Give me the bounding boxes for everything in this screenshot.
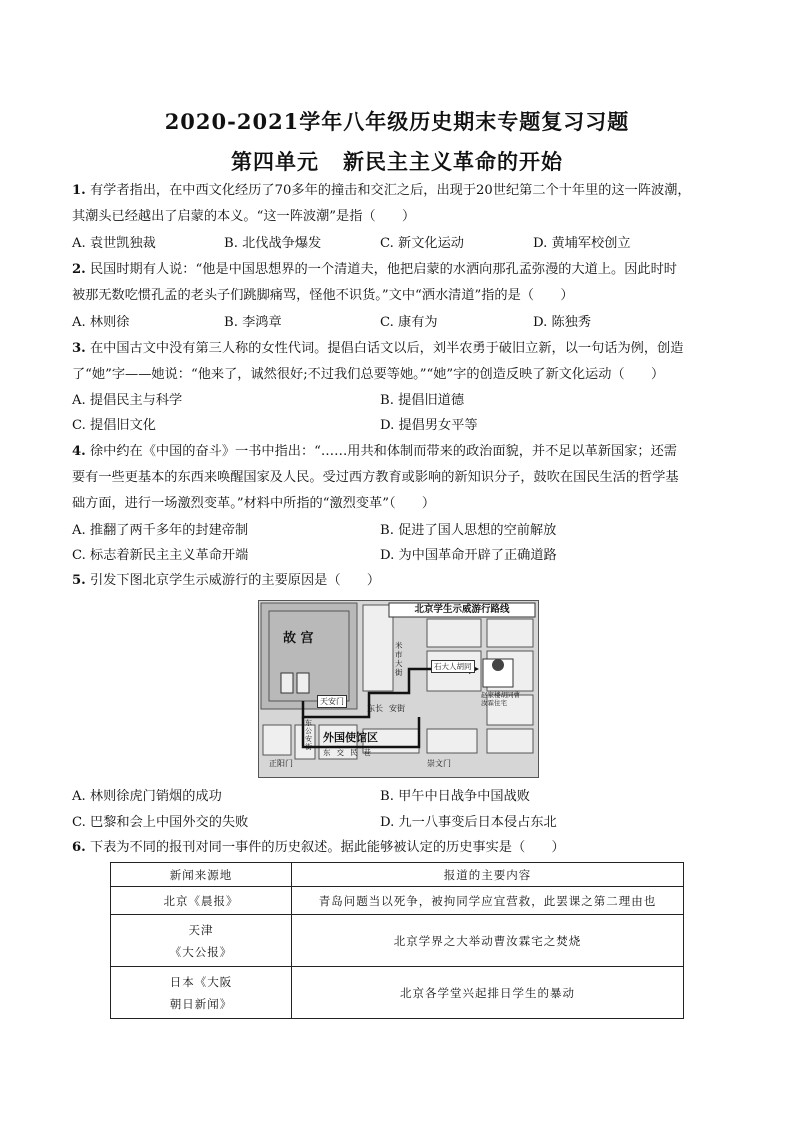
unit-name: 第四单元 xyxy=(231,149,319,174)
content-cell: 北京学界之大举动曹汝霖宅之焚烧 xyxy=(292,915,684,967)
table-header-row xyxy=(111,863,684,887)
option-c[interactable]: C. 提倡旧文化 xyxy=(72,418,156,433)
unit-topic: 新民主主义革命的开始 xyxy=(343,149,563,174)
question-1 xyxy=(72,178,724,230)
source-cell xyxy=(111,967,292,1019)
question-5-options-row2 xyxy=(72,810,724,836)
beijing-march-map xyxy=(258,600,539,778)
question-2 xyxy=(72,257,724,309)
option-c[interactable]: C. 康有为 xyxy=(380,315,438,330)
question-text: 要有一些更基本的东西来唤醒国家及人民。受过西方教育或影响的新知识分子，鼓吹在国民生活的哲学基 xyxy=(72,470,679,485)
map-label-tiananmen: 天安门 xyxy=(317,695,347,708)
map-label-anjie: 安街 xyxy=(389,704,405,713)
question-number: 6. xyxy=(72,840,86,855)
question-text: 引发下图北京学生示威游行的主要原因是（ ） xyxy=(89,573,381,588)
option-a[interactable]: A. 推翻了两千多年的封建帝制 xyxy=(72,523,249,538)
content-cell: 青岛问题当以死争，被拘同学应宜营救，此罢课之第二理由也 xyxy=(292,887,684,915)
option-b[interactable]: B. 提倡旧道德 xyxy=(380,393,465,408)
map-title: 北京学生示威游行路线 xyxy=(414,604,510,615)
map-label-dongchang: 东长 xyxy=(367,704,383,713)
source-line: 北京《晨报》 xyxy=(163,893,239,908)
header-content: 报道的主要内容 xyxy=(292,863,684,887)
question-3 xyxy=(72,336,724,388)
question-5-options-row1 xyxy=(72,784,724,810)
map-label-legation: 外国使馆区 xyxy=(323,731,378,744)
question-text: 在中国古文中没有第三人称的女性代词。提倡白话文以后，刘半农勇于破旧立新，以一句话为例，创造 xyxy=(89,341,684,356)
option-d[interactable]: D. 提倡男女平等 xyxy=(380,418,478,433)
question-3-options-row2 xyxy=(72,413,724,439)
question-4-options-row2 xyxy=(72,543,724,569)
option-c[interactable]: C. 巴黎和会上中国外交的失败 xyxy=(72,815,249,830)
question-number: 3. xyxy=(72,341,86,356)
map-label-shidaren: 石大人胡同 xyxy=(431,660,475,673)
map-label-mishi: 米市大街 xyxy=(395,641,403,677)
option-a[interactable]: A. 林则徐 xyxy=(72,315,130,330)
header-source: 新闻来源地 xyxy=(111,863,292,887)
question-number: 2. xyxy=(72,262,86,277)
question-4 xyxy=(72,439,724,517)
source-line: 天津 xyxy=(188,922,214,937)
option-a[interactable]: A. 林则徐虎门销烟的成功 xyxy=(72,789,222,804)
map-label-chongwen: 崇文门 xyxy=(427,759,451,768)
question-5 xyxy=(72,568,724,594)
table-row xyxy=(111,967,684,1019)
option-b[interactable]: B. 李鸿章 xyxy=(224,315,282,330)
option-d[interactable]: D. 陈独秀 xyxy=(533,315,592,330)
option-a[interactable]: A. 提倡民主与科学 xyxy=(72,393,183,408)
map-label-zhao: 赵家楼胡同曹汝霖住宅 xyxy=(481,691,520,707)
question-number: 4. xyxy=(72,444,86,459)
map-label-gongan: 东公安街 xyxy=(305,719,312,751)
option-b[interactable]: B. 促进了国人思想的空前解放 xyxy=(380,523,557,538)
question-text: 被那无数吃惯孔孟的老头子们跳脚痛骂，怪他不识货。”文中“洒水清道”指的是（ ） xyxy=(72,288,574,303)
option-a[interactable]: A. 袁世凯独裁 xyxy=(72,236,156,251)
question-6 xyxy=(72,835,724,861)
question-number: 1. xyxy=(72,183,86,198)
document-title: 2020-2021学年八年级历史期末专题复习习题 xyxy=(164,109,630,134)
question-text: 下表为不同的报刊对同一事件的历史叙述。据此能够被认定的历史事实是（ ） xyxy=(89,840,565,855)
map-label-qianmen: 正阳门 xyxy=(269,759,293,768)
question-text: 础方面，进行一场激烈变革。”材料中所指的“激烈变革”（ ） xyxy=(72,496,436,511)
map-label-dongjiao: 东交民巷 xyxy=(323,748,377,757)
news-report-table xyxy=(110,862,684,1019)
option-b[interactable]: B. 甲午中日战争中国战败 xyxy=(380,789,530,804)
question-text: 其潮头已经越出了启蒙的本义。“这一阵波潮”是指（ ） xyxy=(72,209,416,224)
source-cell xyxy=(111,887,292,915)
question-3-options-row1 xyxy=(72,388,724,414)
unit-title xyxy=(0,146,794,176)
option-d[interactable]: D. 为中国革命开辟了正确道路 xyxy=(380,548,557,563)
source-cell xyxy=(111,915,292,967)
map-label-palace: 故 宫 xyxy=(283,631,314,646)
option-d[interactable]: D. 九一八事变后日本侵占东北 xyxy=(380,815,557,830)
question-number: 5. xyxy=(72,573,86,588)
question-text: 徐中约在《中国的奋斗》一书中指出：“……用共和体制而带来的政治面貌，并不足以革新国家；还需 xyxy=(89,444,677,459)
source-line: 朝日新闻》 xyxy=(169,996,233,1011)
content-cell: 北京各学堂兴起排日学生的暴动 xyxy=(292,967,684,1019)
table-row xyxy=(111,887,684,915)
question-2-options xyxy=(72,310,724,336)
question-text: 有学者指出，在中西文化经历了70多年的撞击和交汇之后，出现于20世纪第二个十年里的这一阵波潮， xyxy=(89,183,691,198)
option-c[interactable]: C. 标志着新民主主义革命开端 xyxy=(72,548,249,563)
source-line: 日本《大阪 xyxy=(169,974,233,989)
question-text: 民国时期有人说：“他是中国思想界的一个清道夫，他把启蒙的水洒向那孔孟弥漫的大道上。因此时时 xyxy=(89,262,677,277)
option-b[interactable]: B. 北伐战争爆发 xyxy=(224,236,322,251)
question-1-options xyxy=(72,231,724,257)
question-4-options-row1 xyxy=(72,518,724,544)
source-line: 《大公报》 xyxy=(169,944,233,959)
table-row xyxy=(111,915,684,967)
question-text: 了“她”字——她说：“他来了，诚然很好;不过我们总要等她。”“她”字的创造反映了新文化运动（ ） xyxy=(72,367,665,382)
option-c[interactable]: C. 新文化运动 xyxy=(380,236,464,251)
option-d[interactable]: D. 黄埔军校创立 xyxy=(533,236,631,251)
